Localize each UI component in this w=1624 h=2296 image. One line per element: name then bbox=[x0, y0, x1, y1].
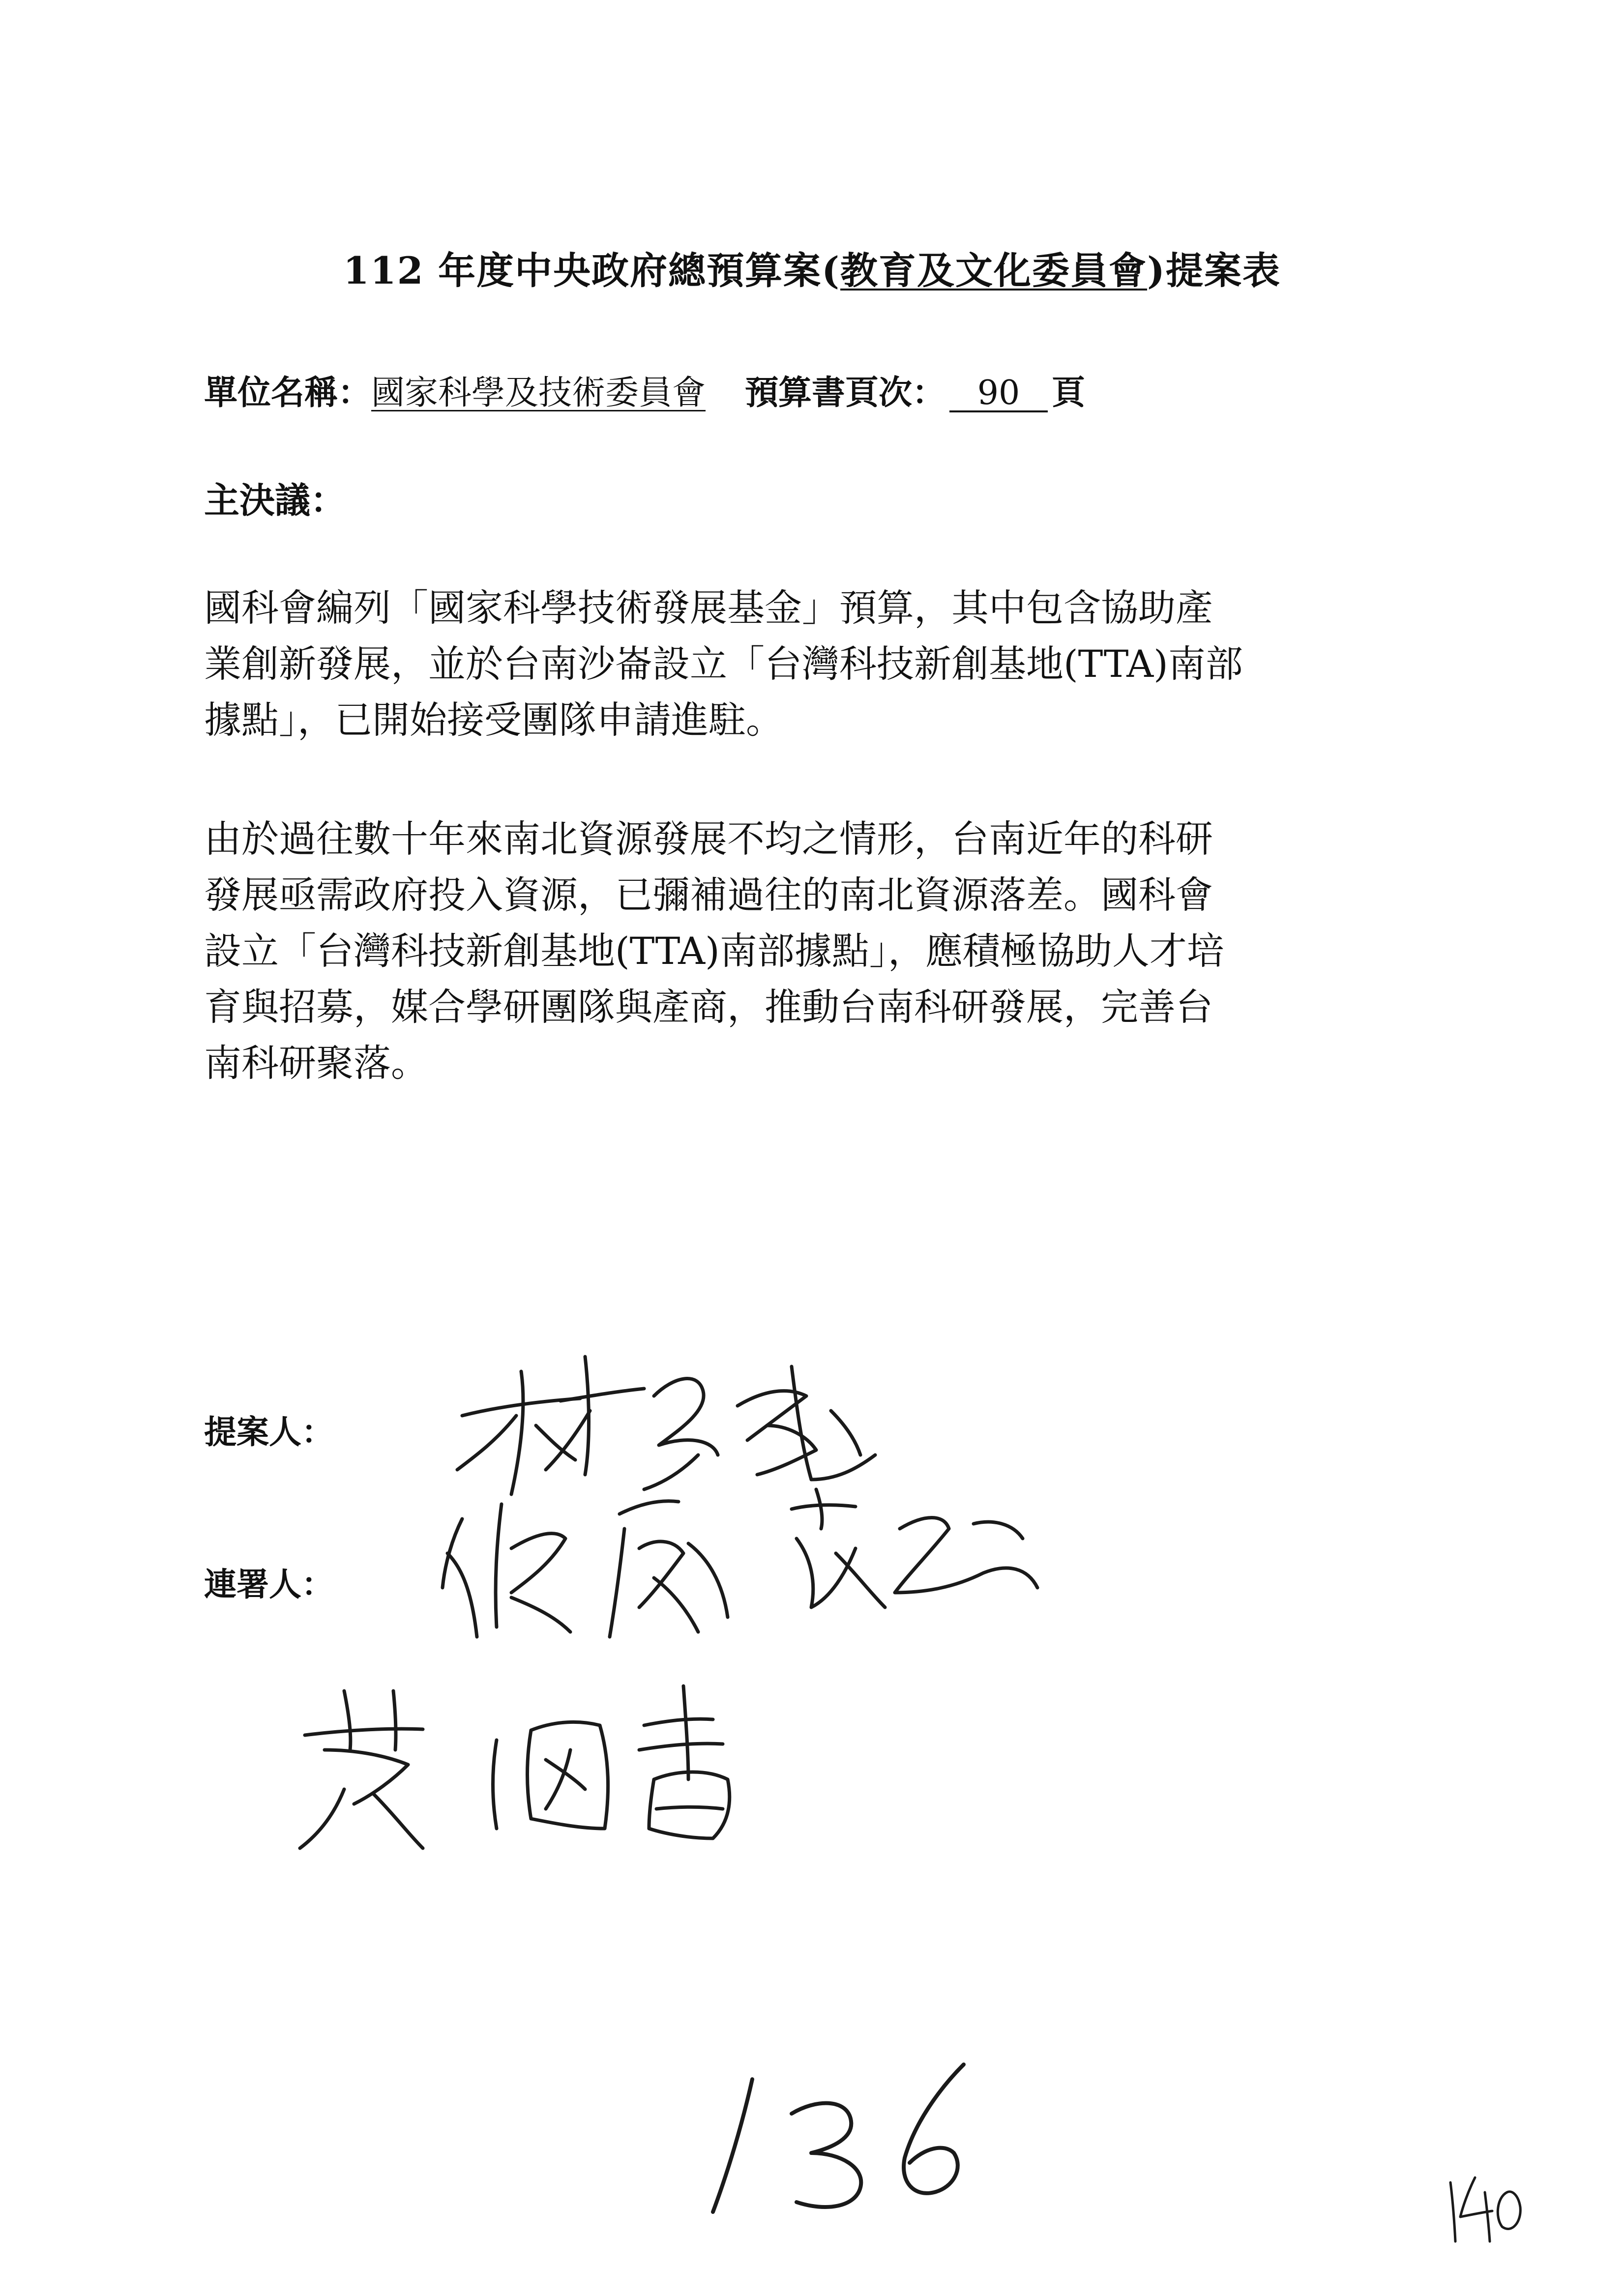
handwritten-page-number bbox=[713, 2064, 964, 2212]
document-title bbox=[0, 241, 1624, 294]
main-resolution-heading: 主決議： bbox=[204, 479, 346, 521]
paragraph-line: 據點」，已開始接受團隊申請進駐。 bbox=[204, 698, 783, 742]
paragraph-line: 設立「台灣科技新創基地(TTA)南部據點」，應積極協助人才培 bbox=[204, 929, 1224, 973]
paragraph-line: 發展亟需政府投入資源，已彌補過往的南北資源落差。國科會 bbox=[204, 873, 1213, 917]
cosigner-signature-1 bbox=[443, 1489, 1037, 1637]
corner-page-number bbox=[1450, 2178, 1520, 2241]
paragraph-line: 業創新發展，並於台南沙崙設立「台灣科技新創基地(TTA)南部 bbox=[204, 642, 1243, 686]
title-committee: 教育及文化委員會 bbox=[840, 249, 1148, 292]
unit-info-line bbox=[204, 366, 1085, 414]
proposer-label: 提案人： bbox=[204, 1413, 334, 1451]
title-prefix: 112 年度中央政府總預算案( bbox=[343, 249, 841, 292]
paragraph-line: 國科會編列「國家科學技術發展基金」預算，其中包含協助產 bbox=[204, 586, 1213, 630]
paragraph-line: 育與招募，媒合學研團隊與產商，推動台南科研發展，完善台 bbox=[204, 985, 1213, 1029]
budget-page-unit: 頁 bbox=[1052, 373, 1086, 412]
unit-name-value: 國家科學及技術委員會 bbox=[371, 374, 706, 412]
unit-name-label: 單位名稱： bbox=[204, 373, 372, 412]
cosigner-label: 連署人： bbox=[204, 1565, 334, 1603]
paragraph-line: 南科研聚落。 bbox=[204, 1041, 428, 1085]
resolution-paragraph-1 bbox=[204, 580, 1404, 748]
budget-page-value: 90 bbox=[949, 376, 1048, 412]
resolution-paragraph-2 bbox=[204, 811, 1404, 1091]
title-suffix: )提案表 bbox=[1147, 249, 1281, 292]
budget-page-label: 預算書頁次： bbox=[745, 373, 946, 412]
cosigner-signature-2 bbox=[300, 1686, 730, 1848]
proposer-signature bbox=[457, 1357, 875, 1494]
paragraph-line: 由於過往數十年來南北資源發展不均之情形，台南近年的科研 bbox=[204, 817, 1213, 861]
